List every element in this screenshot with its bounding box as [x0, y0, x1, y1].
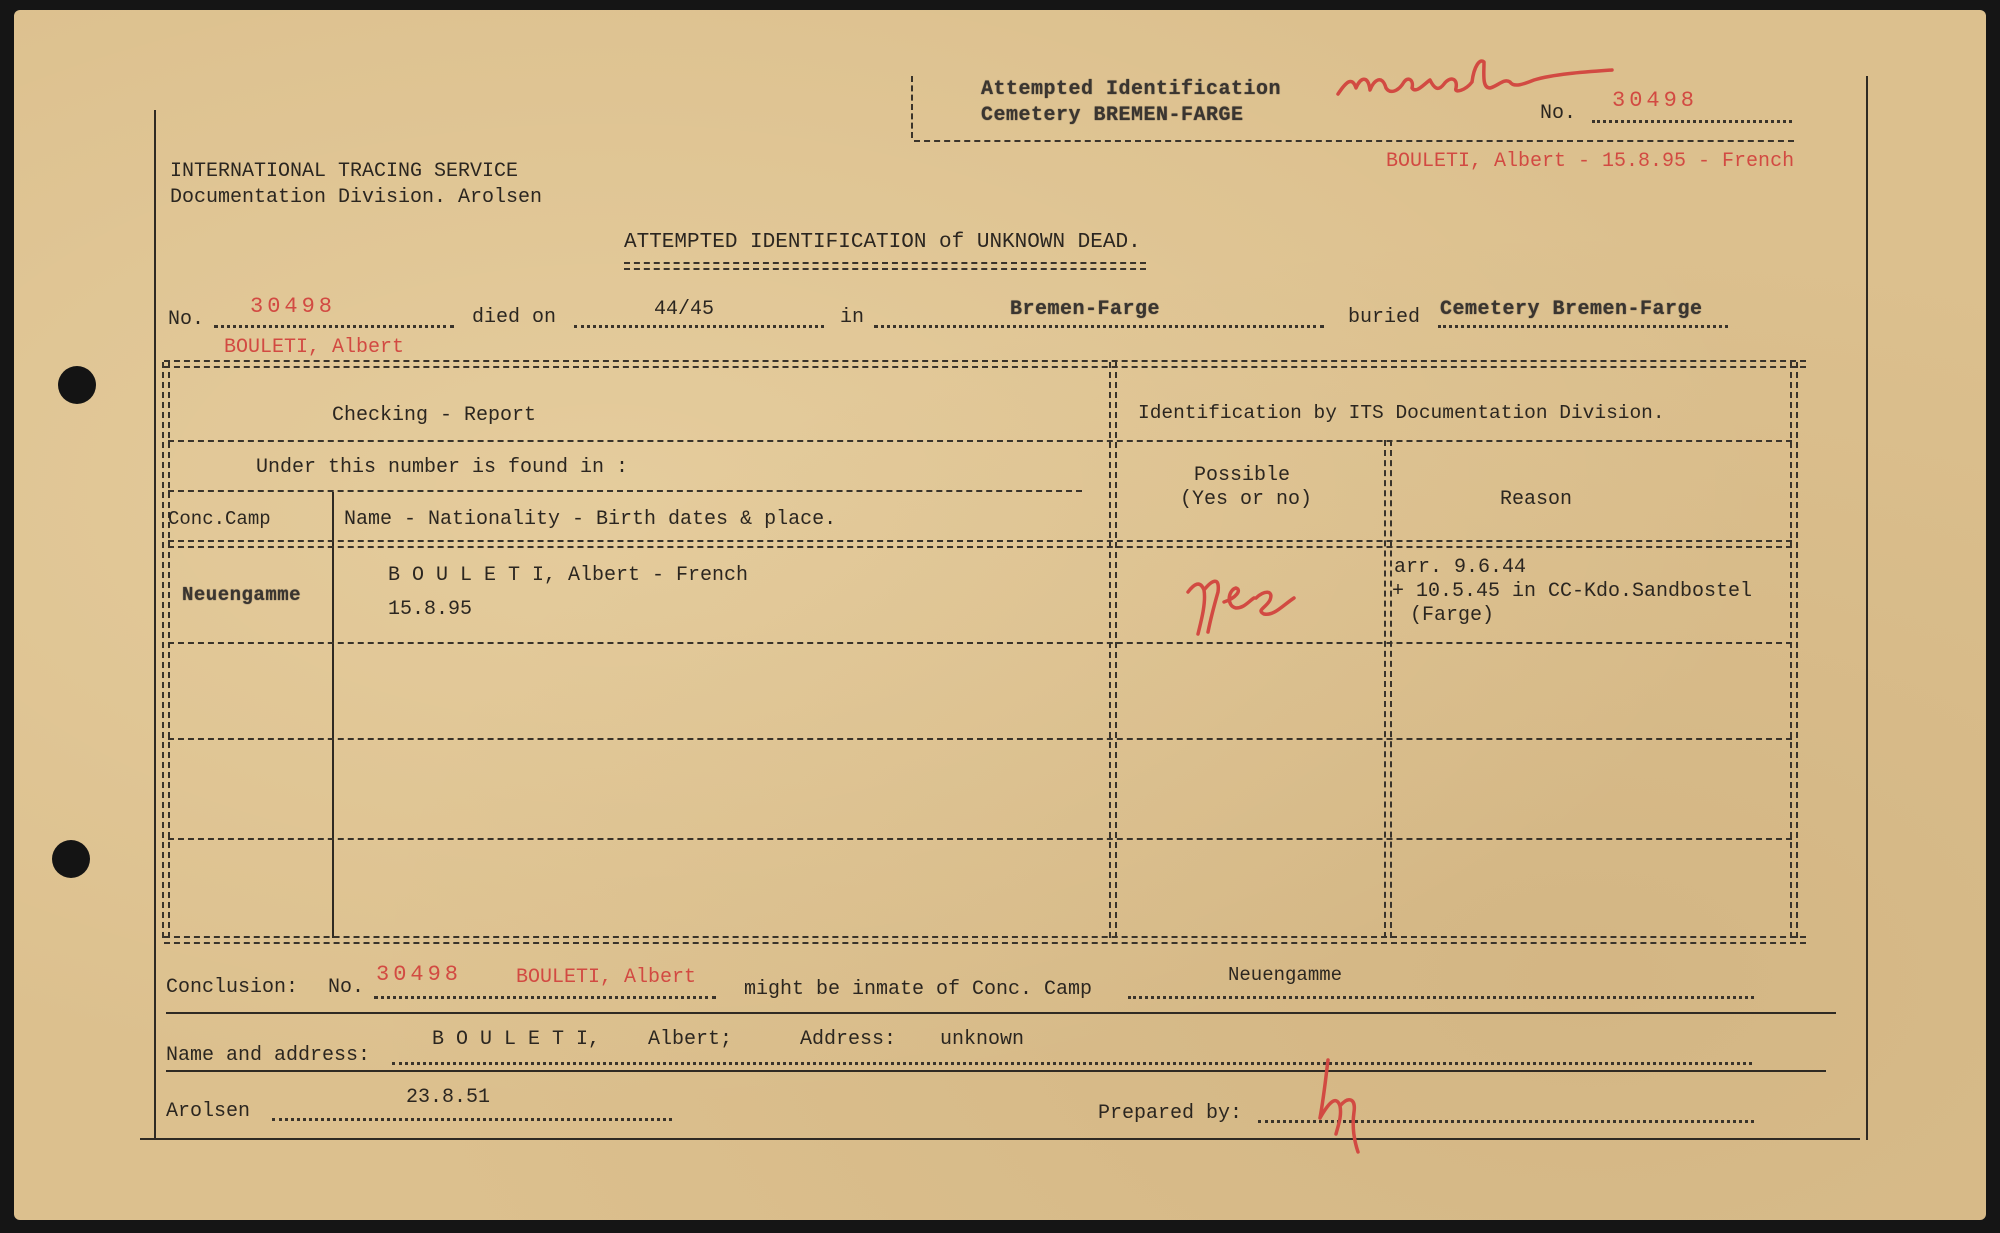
handwritten-yes-mark: [1184, 562, 1304, 642]
footer-place: Arolsen: [166, 1100, 251, 1123]
table-row-name-line2: 15.8.95: [388, 598, 473, 621]
record-no-dots: [214, 325, 454, 328]
table-header-rule: [168, 440, 1792, 442]
record-red-name: BOULETI, Albert: [224, 336, 405, 359]
table-row-rule-1: [168, 642, 1792, 644]
record-in-value: Bremen-Farge: [1010, 298, 1161, 321]
index-card: [14, 10, 1986, 1220]
record-died-value: 44/45: [654, 298, 715, 321]
record-in-label: in: [840, 306, 865, 329]
conclusion-red-name: BOULETI, Albert: [516, 966, 697, 989]
conclusion-no-dots: [374, 996, 716, 999]
page-title: ATTEMPTED IDENTIFICATION of UNKNOWN DEAD.: [624, 231, 1141, 254]
org-line2: Documentation Division. Arolsen: [170, 186, 543, 209]
table-row-reason-line1: arr. 9.6.44: [1394, 556, 1527, 579]
record-buried-label: buried: [1348, 306, 1421, 329]
conclusion-camp-dots: [1128, 996, 1754, 999]
table-row-reason-line3: (Farge): [1410, 604, 1495, 627]
org-line1: INTERNATIONAL TRACING SERVICE: [170, 160, 519, 183]
identification-header: Identification by ITS Documentation Division.: [1138, 402, 1665, 424]
record-no-label: No.: [168, 308, 205, 331]
table-row-camp: Neuengamme: [182, 584, 302, 606]
table-top-rule: [164, 360, 1806, 368]
table-bottom-rule: [164, 936, 1806, 944]
record-buried-value: Cemetery Bremen-Farge: [1440, 298, 1703, 321]
header-box-bottom-rule: [914, 140, 1794, 142]
table-divider-camp: [332, 492, 334, 938]
header-no-value: 30498: [1612, 88, 1699, 113]
col-possible-header-2: (Yes or no): [1180, 488, 1313, 511]
found-in-rule: [168, 490, 1082, 492]
record-died-dots: [574, 325, 824, 328]
header-red-name-line: BOULETI, Albert - 15.8.95 - French: [1386, 150, 1795, 173]
table-right-border: [1790, 362, 1798, 938]
col-name-header: Name - Nationality - Birth dates & place.: [344, 508, 837, 531]
card-right-rule: [1866, 76, 1868, 1140]
header-stamp-line1: Attempted Identification: [981, 78, 1282, 101]
address-value: unknown: [940, 1028, 1025, 1051]
conclusion-camp: Neuengamme: [1228, 964, 1343, 986]
punch-hole-top: [58, 366, 96, 404]
conclusion-text: might be inmate of Conc. Camp: [744, 978, 1093, 1001]
header-stamp-line2: Cemetery BREMEN-FARGE: [981, 104, 1244, 127]
record-buried-dots: [1438, 325, 1728, 328]
conclusion-rule: [166, 1012, 1836, 1014]
record-died-label: died on: [472, 306, 557, 329]
card-bottom-rule: [140, 1138, 1860, 1140]
found-in-label: Under this number is found in :: [256, 456, 629, 479]
record-in-dots: [874, 325, 1324, 328]
col-possible-header-1: Possible: [1194, 464, 1291, 487]
header-box-left-rule: [911, 76, 913, 138]
conclusion-label: Conclusion:: [166, 976, 299, 999]
prepared-by-initial-mark: [1314, 1056, 1374, 1156]
table-row-rule-2: [168, 738, 1792, 740]
table-row-name-line1: B O U L E T I, Albert - French: [388, 564, 749, 587]
table-left-border: [162, 362, 170, 938]
header-no-label: No.: [1540, 102, 1577, 125]
name-address-rule: [166, 1070, 1826, 1072]
name-address-label: Name and address:: [166, 1044, 371, 1067]
footer-date-dots: [272, 1118, 672, 1121]
table-divider-reason: [1384, 440, 1392, 938]
table-divider-main: [1109, 362, 1117, 938]
punch-hole-bottom: [52, 840, 90, 878]
col-reason-header: Reason: [1500, 488, 1573, 511]
footer-date: 23.8.51: [406, 1086, 491, 1109]
table-row-rule-3: [168, 838, 1792, 840]
prepared-by-label: Prepared by:: [1098, 1102, 1243, 1125]
table-row-reason-line2: + 10.5.45 in CC-Kdo.Sandbostel: [1392, 580, 1753, 603]
checking-report-header: Checking - Report: [332, 404, 537, 427]
name-address-name: B O U L E T I,: [432, 1028, 601, 1051]
conclusion-no-label: No.: [328, 976, 365, 999]
header-no-dotted-line: [1592, 120, 1792, 123]
name-address-dots: [392, 1062, 1752, 1065]
address-label: Address:: [800, 1028, 897, 1051]
card-left-rule: [154, 110, 156, 1140]
col-camp-header: Conc.Camp: [168, 508, 271, 530]
column-header-rule: [168, 540, 1792, 548]
title-underline: [624, 262, 1146, 270]
name-address-first: Albert;: [648, 1028, 733, 1051]
conclusion-no-value: 30498: [376, 962, 463, 987]
record-no-value: 30498: [250, 294, 337, 319]
